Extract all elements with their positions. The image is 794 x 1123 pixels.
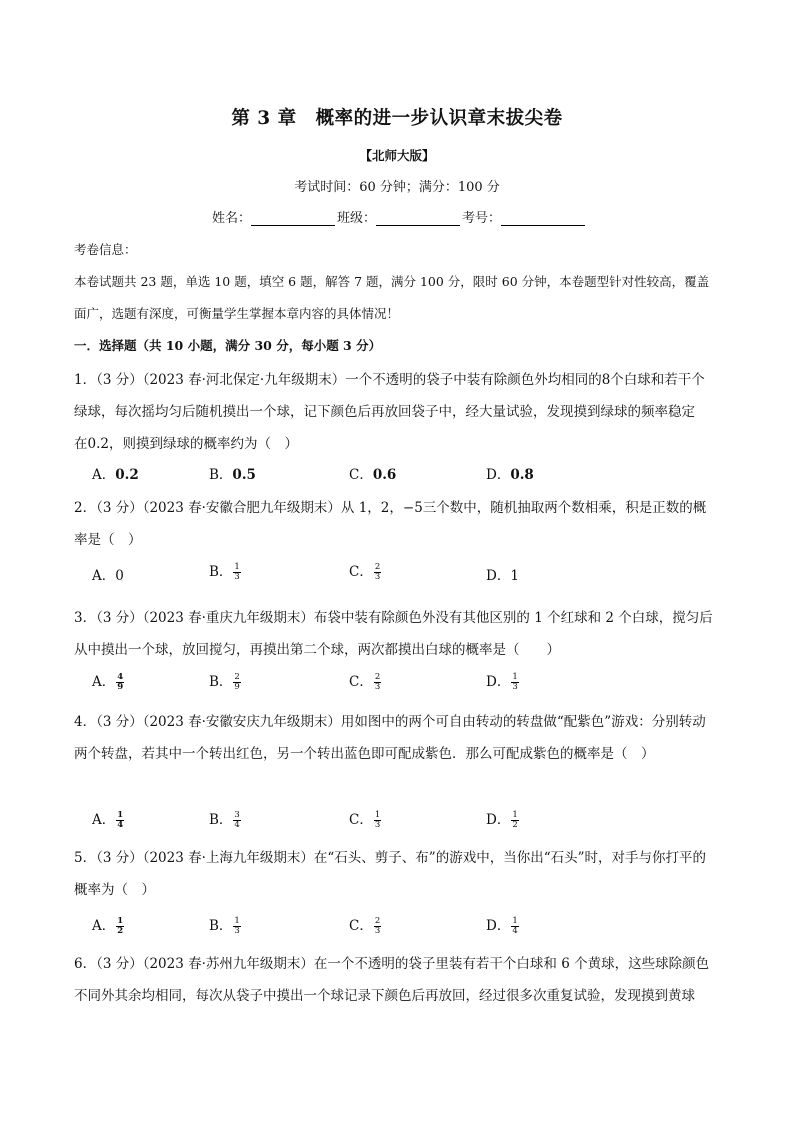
option-a[interactable] bbox=[92, 564, 124, 584]
question-line: 6．（3 分）（2023 春·苏州九年级期末）在一个不透明的袋子里装有若干个白球和 6 个黄球，这些球除颜色 bbox=[74, 956, 710, 972]
option-a[interactable] bbox=[92, 808, 125, 830]
fraction-denominator: 4 bbox=[512, 926, 518, 936]
question-line: 2．（3 分）（2023 春·安徽合肥九年级期末）从 1，2，−5三个数中，随机抽取两个数相乘，积是正数的概 bbox=[74, 500, 707, 516]
question-line: 4．（3 分）（2023 春·安徽安庆九年级期末）用如图中的两个可自由转动的转盘做“配紫色”游戏：分别转动 bbox=[74, 714, 706, 730]
option-c[interactable] bbox=[349, 914, 382, 936]
option-letter: D． bbox=[486, 918, 511, 934]
fraction bbox=[374, 917, 381, 936]
option-text: 1 bbox=[510, 568, 519, 584]
fraction-numerator: 1 bbox=[512, 672, 518, 682]
option-letter: D． bbox=[486, 674, 511, 690]
fraction-numerator: 2 bbox=[374, 562, 381, 572]
number-label: 考号： bbox=[462, 211, 502, 226]
fraction bbox=[233, 563, 240, 582]
question-line: 在0.2，则摸到绿球的概率约为（ ） bbox=[74, 436, 298, 452]
fraction-denominator: 4 bbox=[234, 820, 240, 830]
student-info-row bbox=[212, 207, 587, 226]
fraction bbox=[374, 673, 381, 692]
option-letter: B． bbox=[209, 812, 233, 828]
question-line: 5．（3 分）（2023 春·上海九年级期末）在“石头、剪子、布”的游戏中，当你出“石头”时，对手与你打平的 bbox=[74, 850, 707, 866]
fraction-numerator: 2 bbox=[374, 672, 381, 682]
option-a[interactable] bbox=[92, 670, 125, 692]
exam-info-line: 本卷试题共 23 题，单选 10 题，填空 6 题，解答 7 题，满分 100 分，限时 60 分钟，本卷题型针对性较高，覆盖 bbox=[74, 274, 710, 289]
fraction-numerator: 1 bbox=[374, 810, 381, 820]
fraction bbox=[233, 917, 240, 936]
section-heading: 一．选择题（共 10 小题，满分 30 分，每小题 3 分） bbox=[74, 338, 382, 353]
fraction-denominator: 3 bbox=[374, 572, 381, 582]
name-blank[interactable] bbox=[251, 211, 335, 226]
option-letter: C． bbox=[349, 918, 373, 934]
document-title: 第 3 章 概率的进一步认识章末拔尖卷 bbox=[231, 108, 563, 129]
fraction-numerator: 2 bbox=[374, 916, 381, 926]
option-d[interactable] bbox=[486, 670, 520, 692]
fraction-numerator: 2 bbox=[234, 672, 240, 682]
number-blank[interactable] bbox=[501, 211, 585, 226]
fraction-denominator: 4 bbox=[117, 820, 124, 830]
option-b[interactable] bbox=[209, 914, 242, 936]
question-line: 3．（3 分）（2023 春·重庆九年级期末）布袋中装有除颜色外没有其他区别的 1 个红球和 2 个白球，搅匀后 bbox=[74, 610, 713, 626]
fraction-numerator: 1 bbox=[512, 810, 518, 820]
fraction bbox=[374, 563, 381, 582]
fraction-numerator: 1 bbox=[117, 810, 124, 820]
option-letter: B． bbox=[209, 674, 233, 690]
option-letter: A． bbox=[92, 918, 116, 934]
fraction bbox=[511, 811, 518, 830]
option-c[interactable] bbox=[349, 560, 382, 582]
fraction-denominator: 3 bbox=[234, 572, 240, 582]
option-letter: A． bbox=[92, 568, 116, 584]
option-text: 0.5 bbox=[232, 467, 256, 483]
fraction bbox=[116, 811, 124, 830]
option-letter: B． bbox=[209, 918, 233, 934]
fraction-numerator: 1 bbox=[117, 916, 124, 926]
option-text: 0.2 bbox=[115, 467, 139, 483]
name-label: 姓名： bbox=[212, 211, 252, 226]
fraction-denominator: 3 bbox=[374, 820, 381, 830]
option-b[interactable] bbox=[209, 560, 242, 582]
question-line: 1．（3 分）（2023 春·河北保定·九年级期末）一个不透明的袋子中装有除颜色外均相同的8个白球和若干个 bbox=[74, 372, 705, 388]
question-line: 两个转盘，若其中一个转出红色，另一个转出蓝色即可配成紫色．那么可配成紫色的概率是（ ） bbox=[74, 746, 655, 762]
fraction bbox=[233, 811, 240, 830]
option-letter: C． bbox=[349, 467, 373, 483]
option-c[interactable] bbox=[349, 463, 396, 483]
question-line: 概率为（ ） bbox=[74, 882, 155, 898]
option-letter: B． bbox=[209, 564, 233, 580]
fraction bbox=[116, 673, 124, 692]
class-blank[interactable] bbox=[376, 211, 460, 226]
option-d[interactable] bbox=[486, 808, 520, 830]
fraction bbox=[374, 811, 381, 830]
option-b[interactable] bbox=[209, 463, 256, 483]
fraction-denominator: 3 bbox=[512, 682, 518, 692]
option-text: 0.6 bbox=[372, 467, 397, 483]
fraction-numerator: 1 bbox=[234, 916, 240, 926]
fraction-denominator: 9 bbox=[117, 682, 124, 692]
fraction-denominator: 2 bbox=[117, 926, 124, 936]
exam-time: 考试时间：60 分钟；满分：100 分 bbox=[294, 180, 500, 195]
option-text: 0.8 bbox=[510, 467, 534, 483]
option-text: 0 bbox=[115, 568, 124, 584]
fraction bbox=[116, 917, 124, 936]
option-c[interactable] bbox=[349, 670, 382, 692]
fraction bbox=[511, 917, 518, 936]
fraction-numerator: 1 bbox=[512, 916, 518, 926]
option-a[interactable] bbox=[92, 914, 125, 936]
option-letter: D． bbox=[486, 568, 511, 584]
fraction-denominator: 3 bbox=[374, 682, 381, 692]
fraction bbox=[511, 673, 518, 692]
option-d[interactable] bbox=[486, 463, 534, 483]
question-line: 不同外其余均相同，每次从袋子中摸出一个球记录下颜色后再放回，经过很多次重复试验，发现摸到黄球 bbox=[74, 988, 695, 1004]
edition-label: 【北师大版】 bbox=[359, 148, 435, 163]
fraction-numerator: 4 bbox=[117, 672, 124, 682]
option-b[interactable] bbox=[209, 670, 242, 692]
option-d[interactable] bbox=[486, 564, 519, 584]
option-letter: B． bbox=[209, 467, 233, 483]
class-label: 班级： bbox=[337, 211, 377, 226]
option-letter: C． bbox=[349, 674, 373, 690]
option-letter: A． bbox=[92, 467, 116, 483]
fraction-denominator: 2 bbox=[512, 820, 518, 830]
question-line: 从中摸出一个球，放回搅匀，再摸出第二个球，两次都摸出白球的概率是（ ） bbox=[74, 642, 560, 658]
option-letter: C． bbox=[349, 812, 373, 828]
option-letter: C． bbox=[349, 564, 373, 580]
question-line: 率是（ ） bbox=[74, 532, 142, 548]
option-letter: D． bbox=[486, 812, 511, 828]
option-letter: D． bbox=[486, 467, 511, 483]
fraction-denominator: 3 bbox=[374, 926, 381, 936]
option-letter: A． bbox=[92, 674, 116, 690]
fraction-numerator: 1 bbox=[234, 562, 240, 572]
option-letter: A． bbox=[92, 812, 116, 828]
option-a[interactable] bbox=[92, 463, 139, 483]
exam-info-line: 面广，选题有深度，可衡量学生掌握本章内容的具体情况！ bbox=[74, 306, 400, 321]
fraction-denominator: 3 bbox=[234, 926, 240, 936]
option-b[interactable] bbox=[209, 808, 242, 830]
fraction-numerator: 3 bbox=[234, 810, 240, 820]
exam-info-heading: 考卷信息： bbox=[74, 242, 137, 257]
option-c[interactable] bbox=[349, 808, 382, 830]
fraction-denominator: 9 bbox=[234, 682, 240, 692]
fraction bbox=[233, 673, 240, 692]
question-line: 绿球，每次摇均匀后随机摸出一个球，记下颜色后再放回袋子中，经大量试验，发现摸到绿球的频率稳定 bbox=[74, 404, 695, 420]
option-d[interactable] bbox=[486, 914, 520, 936]
